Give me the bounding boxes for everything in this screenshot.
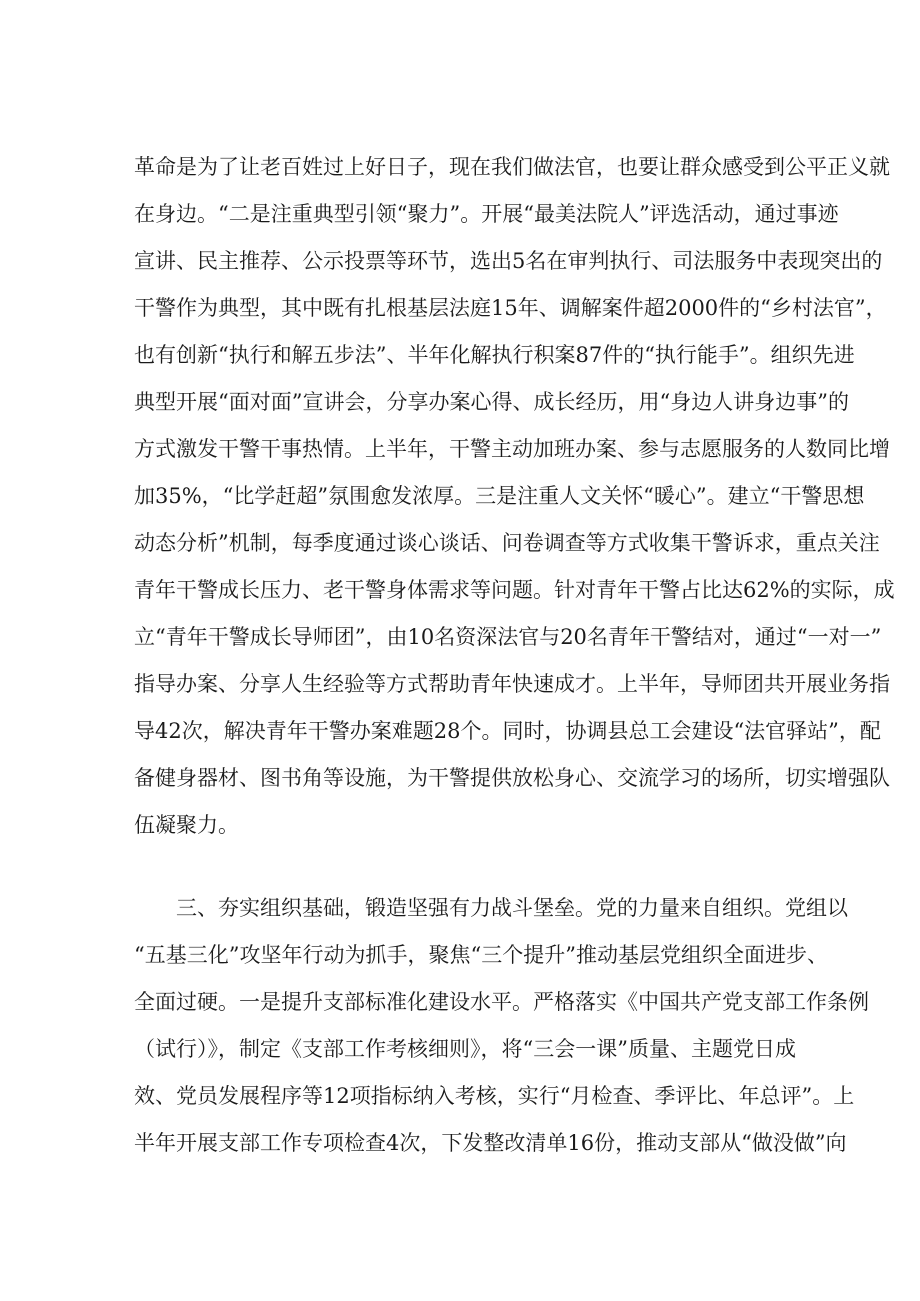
text-line: 半年开展支部工作专项检查4次，下发整改清单16份，推动支部从“做没做”向 (134, 1131, 847, 1155)
text-line: 典型开展“面对面”宣讲会，分享办案心得、成长经历，用“身边人讲身边事”的 (134, 390, 849, 414)
text-line: 立“青年干警成长导师团”，由10名资深法官与20名青年干警结对，通过“一对一” (134, 625, 882, 649)
text-line: 导42次，解决青年干警办案难题28个。同时，协调县总工会建设“法官驿站”，配 (134, 719, 881, 743)
text-line: 青年干警成长压力、老干警身体需求等问题。针对青年干警占比达62%的实际，成 (134, 578, 895, 602)
text-line: 动态分析”机制，每季度通过谈心谈话、问卷调查等方式收集干警诉求，重点关注 (134, 531, 880, 555)
text-line: 三、夯实组织基础，锻造坚强有力战斗堡垒。党的力量来自组织。党组以 (176, 896, 848, 920)
text-line: 宣讲、民主推荐、公示投票等环节，选出5名在审判执行、司法服务中表现突出的 (134, 249, 883, 273)
text-line: 在身边。“二是注重典型引领“聚力”。开展“最美法院人”评选活动，通过事迹 (134, 202, 839, 226)
text-line: 效、党员发展程序等12项指标纳入考核，实行“月检查、季评比、年总评”。上 (134, 1084, 855, 1108)
text-line: 全面过硬。一是提升支部标准化建设水平。严格落实《中国共产党支部工作条例 (134, 990, 869, 1014)
text-line: 加35%，“比学赶超”氛围愈发浓厚。三是注重人文关怀“暖心”。建立“干警思想 (134, 484, 865, 508)
text-line: 指导办案、分享人生经验等方式帮助青年快速成才。上半年，导师团共开展业务指 (134, 672, 890, 696)
text-line: “五基三化”攻坚年行动为抓手，聚焦“三个提升”推动基层党组织全面进步、 (134, 943, 828, 967)
text-line: 革命是为了让老百姓过上好日子，现在我们做法官，也要让群众感受到公平正义就 (134, 155, 890, 179)
text-line: （试行）》，制定《支部工作考核细则》，将“三会一课”质量、主题党日成 (134, 1037, 796, 1061)
text-line: 伍凝聚力。 (134, 813, 239, 837)
text-line: 方式激发干警干事热情。上半年，干警主动加班办案、参与志愿服务的人数同比增 (134, 437, 890, 461)
text-line: 也有创新“执行和解五步法”、半年化解执行积案87件的“执行能手”。组织先进 (134, 343, 855, 367)
text-line: 备健身器材、图书角等设施，为干警提供放松身心、交流学习的场所，切实增强队 (134, 766, 890, 790)
text-line: 干警作为典型，其中既有扎根基层法庭15年、调解案件超2000件的“乡村法官”， (134, 296, 887, 320)
